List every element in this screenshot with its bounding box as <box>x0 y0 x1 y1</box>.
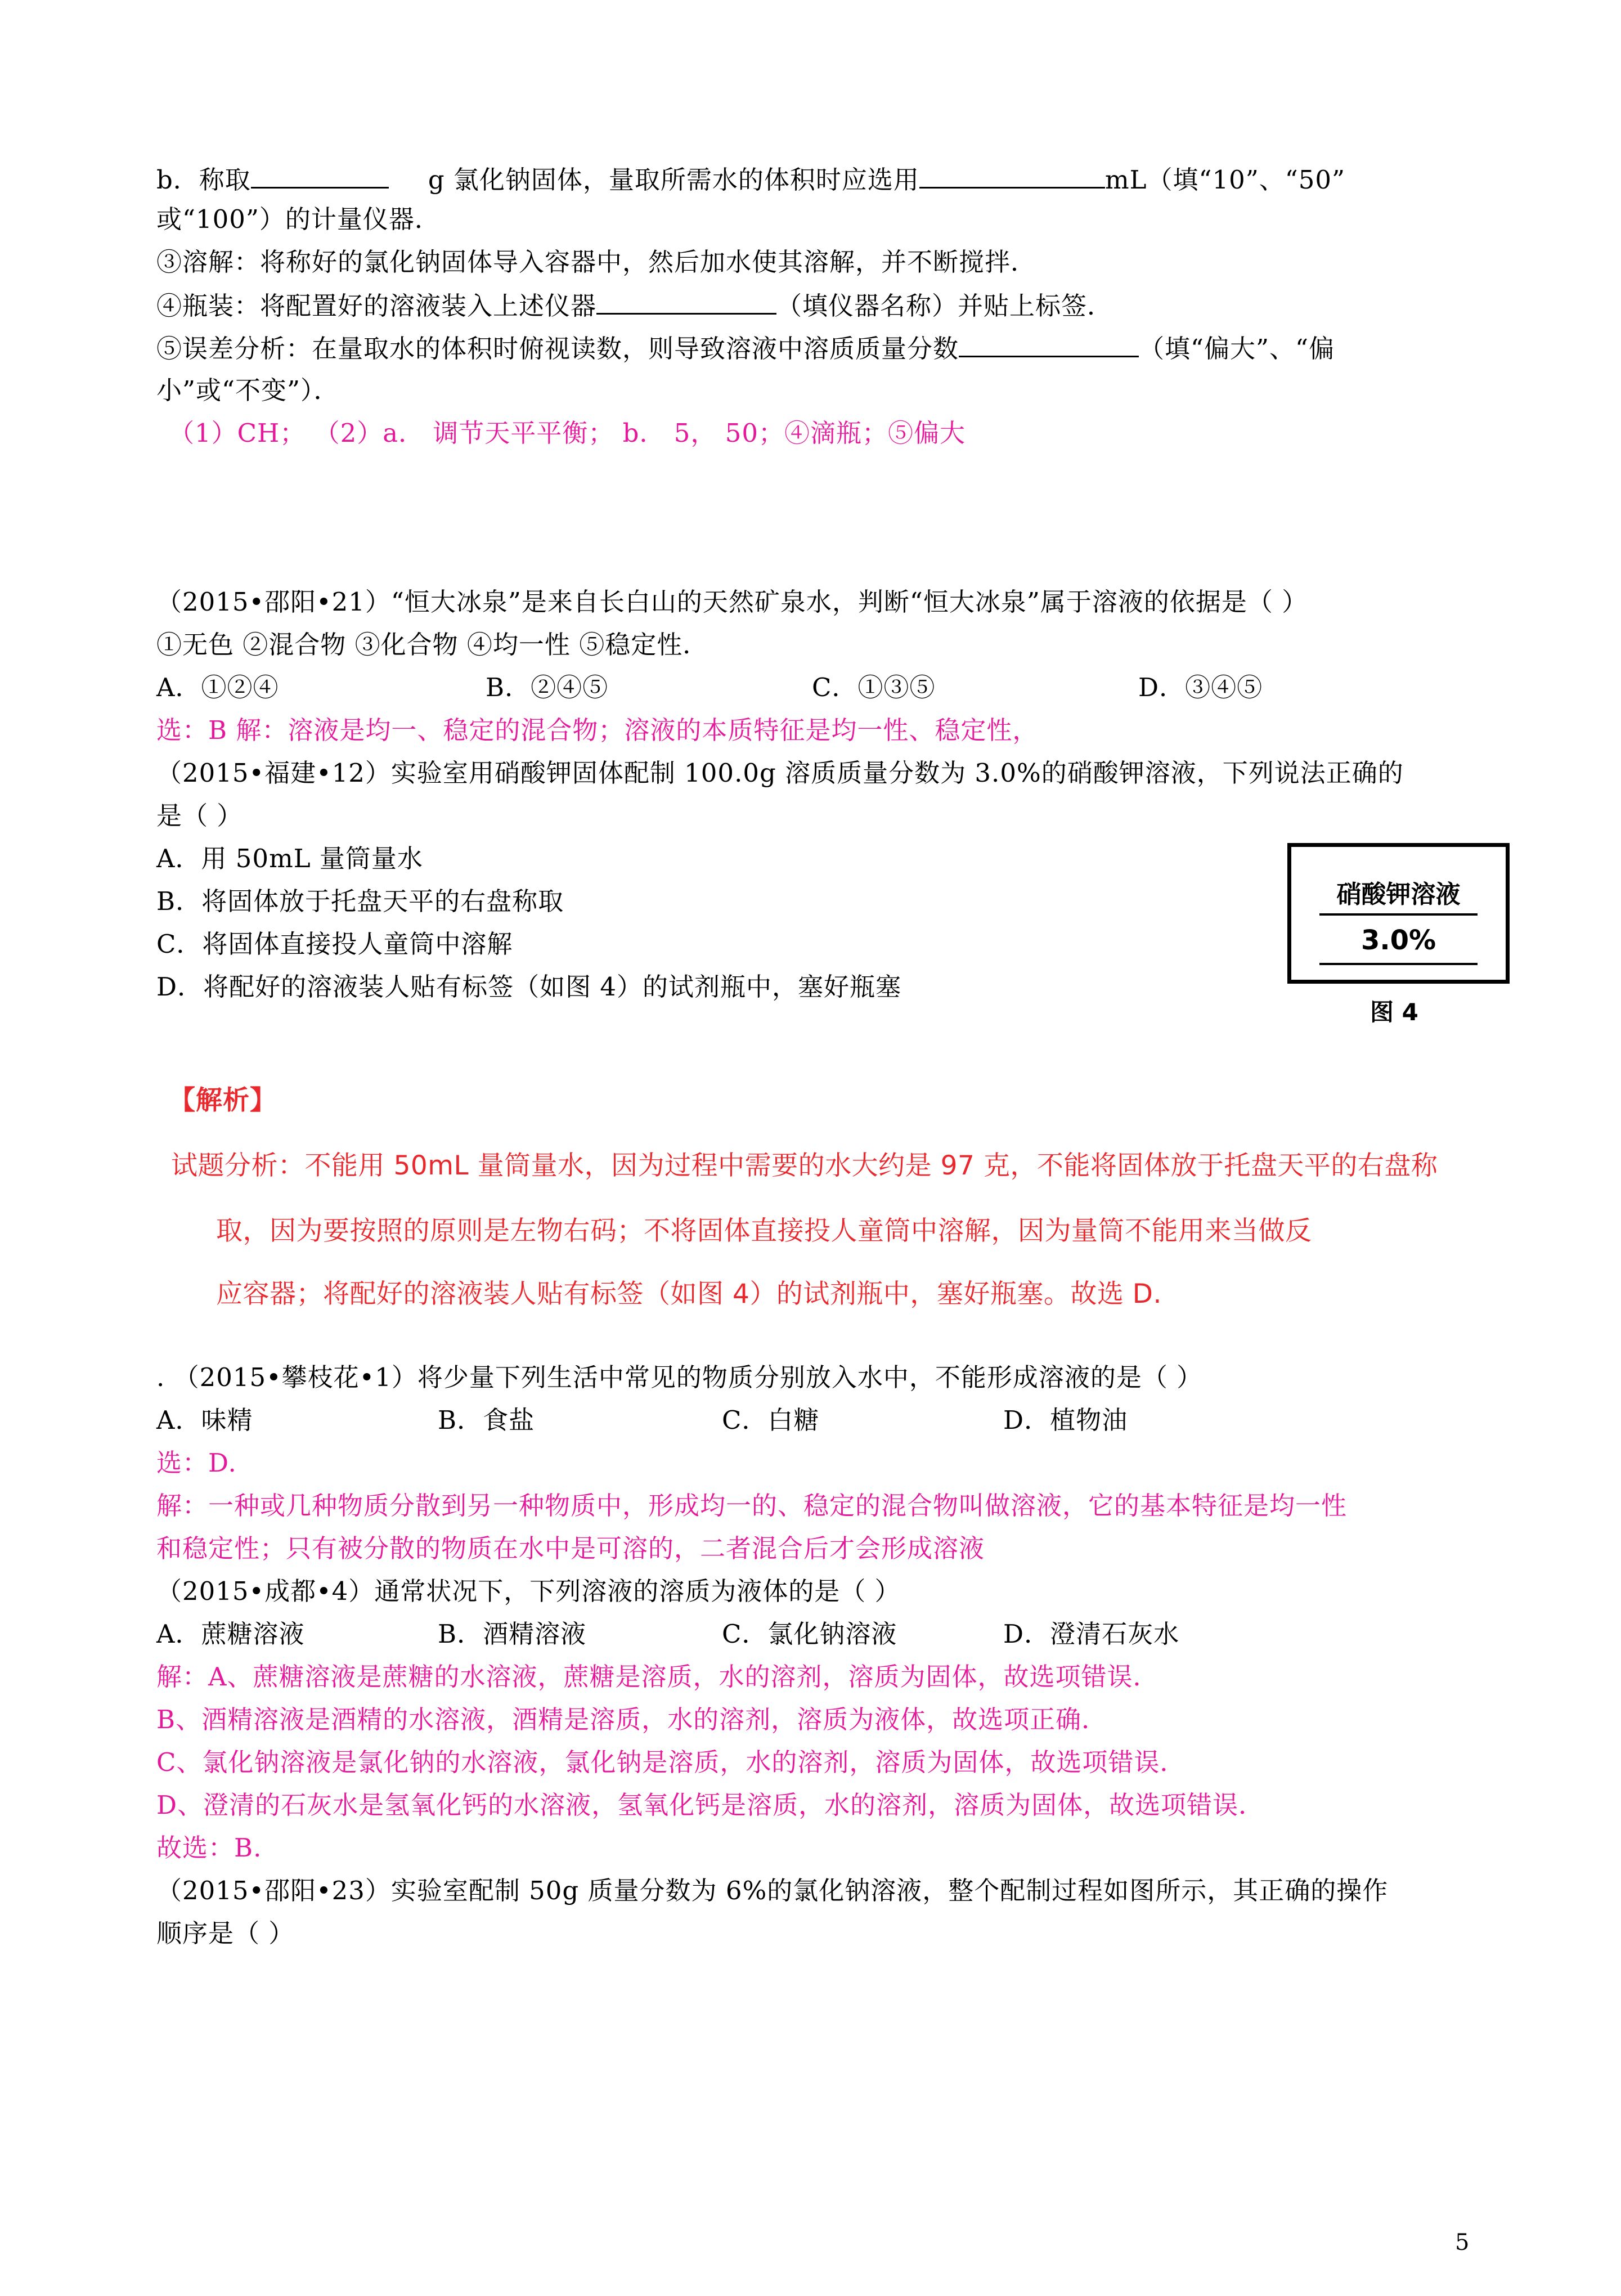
answer-blank <box>919 162 1105 189</box>
option-c: C．将固体直接投人童筒中溶解 <box>156 929 513 959</box>
answer-line: D、澄清的石灰水是氢氧化钙的水溶液，氢氧化钙是溶质，水的溶剂，溶质为固体，故选项错误． <box>156 1790 1265 1820</box>
answer-line: 选：D. <box>156 1448 237 1478</box>
option-a: A．蔗糖溶液 <box>156 1619 305 1649</box>
text: （填仪器名称）并贴上标签． <box>776 291 1113 321</box>
option-d: D．将配好的溶液装人贴有标签（如图 4）的试剂瓶中，塞好瓶塞 <box>156 972 902 1002</box>
answer-blank <box>959 331 1139 357</box>
option-d: D．植物油 <box>1003 1405 1128 1435</box>
option-c: C．氯化钠溶液 <box>722 1619 897 1649</box>
question-line: （2015•福建•12）实验室用硝酸钾固体配制 100.0g 溶质质量分数为 3.0%的硝酸钾溶液，下列说法正确的 <box>156 758 1404 788</box>
option-b: B．将固体放于托盘天平的右盘称取 <box>156 886 564 916</box>
question-line: . （2015•攀枝花•1）将少量下列生活中常见的物质分别放入水中，不能形成溶液的是（ ） <box>156 1362 1203 1392</box>
options-line <box>156 1617 1179 1651</box>
answer-line: 故选：B. <box>156 1833 262 1863</box>
answer-line: B、酒精溶液是酒精的水溶液，酒精是溶质，水的溶剂，溶质为液体，故选项正确． <box>156 1705 1108 1734</box>
answer-blank <box>596 288 776 315</box>
label-divider <box>1319 963 1478 965</box>
answer-line: C、氯化钠溶液是氯化钠的水溶液，氯化钠是溶质，水的溶剂，溶质为固体，故选项错误． <box>156 1747 1186 1777</box>
question-line <box>156 162 1345 197</box>
options-line <box>156 1403 1128 1437</box>
analysis-line: 应容器；将配好的溶液装人贴有标签（如图 4）的试剂瓶中，塞好瓶塞。故选 D. <box>216 1279 1162 1310</box>
question-line: 小”或“不变”）． <box>156 375 340 405</box>
option-b: B．食盐 <box>438 1405 535 1435</box>
question-line <box>156 288 1113 323</box>
question-line <box>156 331 1335 366</box>
text: ④瓶装：将配置好的溶液装入上述仪器 <box>156 291 597 321</box>
option-a: A．用 50mL 量筒量水 <box>156 844 423 873</box>
question-line: ③溶解：将称好的氯化钠固体导入容器中，然后加水使其溶解，并不断搅拌． <box>156 247 1037 277</box>
figure-caption: 图 4 <box>1370 998 1418 1026</box>
analysis-line: 取，因为要按照的原则是左物右码；不将固体直接投人童筒中溶解，因为量筒不能用来当做反 <box>216 1216 1312 1246</box>
option-b: B．酒精溶液 <box>438 1619 587 1649</box>
question-line: （2015•成都•4）通常状况下，下列溶液的溶质为液体的是（ ） <box>156 1576 901 1606</box>
text: （填“偏大”、“偏 <box>1139 334 1335 364</box>
label-title: 硝酸钾溶液 <box>1336 880 1461 909</box>
answer-line: 解：一种或几种物质分散到另一种物质中，形成均一的、稳定的混合物叫做溶液，它的基本特征是均一性 <box>156 1491 1348 1521</box>
options-line <box>156 671 1263 705</box>
question-line: 是（ ） <box>156 801 243 831</box>
question-line: （2015•邵阳•21）“恒大冰泉”是来自长白山的天然矿泉水，判断“恒大冰泉”属于溶液的依据是（ ） <box>156 587 1308 617</box>
answer-line: 选：B 解：溶液是均一、稳定的混合物；溶液的本质特征是均一性、稳定性， <box>156 715 1039 745</box>
option-a: A．味精 <box>156 1405 253 1435</box>
question-line: ①无色 ②混合物 ③化合物 ④均一性 ⑤稳定性． <box>156 630 709 660</box>
question-line: （2015•邵阳•23）实验室配制 50g 质量分数为 6%的氯化钠溶液，整个配制过程如图所示，其正确的操作 <box>156 1876 1389 1905</box>
option-d: D．澄清石灰水 <box>1003 1619 1180 1649</box>
answer-blank <box>251 162 389 189</box>
option-a: A．①②④ <box>156 672 279 702</box>
label-divider <box>1319 913 1478 916</box>
text: g 氯化钠固体，量取所需水的体积时应选用 <box>428 165 919 195</box>
option-c: C．①③⑤ <box>812 672 936 702</box>
option-b: B．②④⑤ <box>486 672 609 702</box>
text: b．称取 <box>156 165 251 195</box>
text: mL（填“10”、“50” <box>1104 165 1346 195</box>
analysis-heading: 【解析】 <box>169 1085 277 1116</box>
answer-line: 和稳定性；只有被分散的物质在水中是可溶的，二者混合后才会形成溶液 <box>156 1533 985 1563</box>
text: ⑤误差分析：在量取水的体积时俯视读数，则导致溶液中溶质质量分数 <box>156 334 959 364</box>
analysis-line: 试题分析：不能用 50mL 量筒量水，因为过程中需要的水大约是 97 克，不能将固体放于托盘天平的右盘称 <box>171 1150 1438 1181</box>
reagent-label-figure <box>1287 843 1510 984</box>
label-value: 3.0% <box>1360 925 1436 956</box>
answer-line: 解：A、蔗糖溶液是蔗糖的水溶液，蔗糖是溶质，水的溶剂，溶质为固体，故选项错误． <box>156 1662 1159 1692</box>
page-number: 5 <box>1455 2230 1470 2255</box>
answer-line: （1）CH； （2）a． 调节天平平衡； b． 5， 50；④滴瓶；⑤偏大 <box>169 418 966 448</box>
question-line: 或“100”）的计量仪器． <box>156 204 441 234</box>
question-line: 顺序是（ ） <box>156 1918 295 1948</box>
option-d: D．③④⑤ <box>1138 672 1263 702</box>
option-c: C．白糖 <box>722 1405 820 1435</box>
